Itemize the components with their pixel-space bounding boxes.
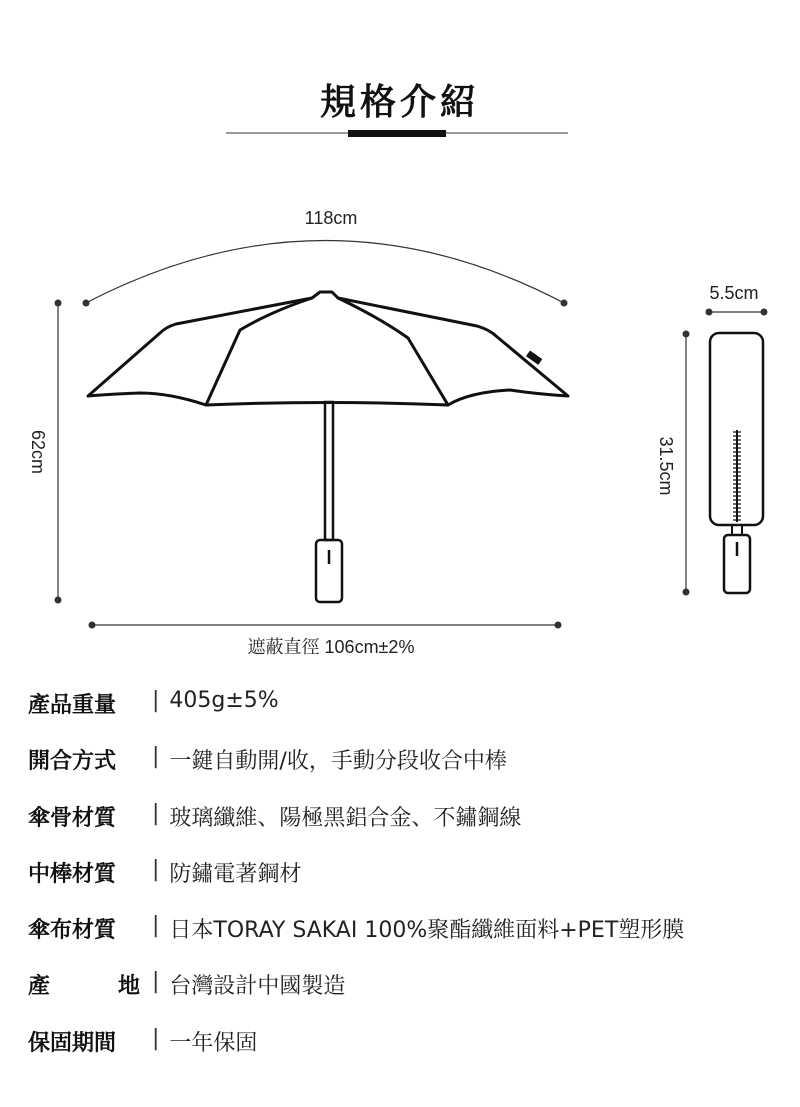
spec-row-ribs xyxy=(28,801,798,857)
spec-row-origin xyxy=(28,969,798,1025)
height-bottom-dot xyxy=(55,597,62,604)
spec-separator: | xyxy=(152,688,160,713)
folded-shaft-collar xyxy=(732,525,742,535)
spec-value: 一鍵自動開/收，手動分段收合中棒 xyxy=(169,749,507,775)
page-title: 規格介紹 xyxy=(319,82,480,123)
umbrella-handle xyxy=(316,540,342,602)
spec-separator: | xyxy=(152,800,160,826)
umbrella-canopy xyxy=(88,292,568,405)
spec-label-char: 產 xyxy=(28,974,51,1000)
spec-separator: | xyxy=(152,1025,160,1051)
spec-row-opening xyxy=(28,744,798,800)
spec-value: 台灣設計中國製造 xyxy=(169,974,346,1000)
spec-value: 防鏽電著鋼材 xyxy=(169,861,302,887)
spec-list xyxy=(28,688,798,1082)
canopy-label: 遮蔽直徑 106cm±2% xyxy=(247,637,415,657)
spec-separator: | xyxy=(152,744,160,770)
span-label: 118cm xyxy=(304,208,358,228)
spec-value: 玻璃纖維、陽極黑鋁合金、不鏽鋼線 xyxy=(169,805,522,831)
folded-length-top-dot xyxy=(683,331,690,338)
spec-value: 日本TORAY SAKAI 100%聚酯纖維面料+PET塑形膜 xyxy=(169,918,685,944)
spec-label: 產品重量 xyxy=(28,693,117,718)
folded-length-label: 31.5cm xyxy=(656,436,676,496)
spec-label: 保固期間 xyxy=(28,1030,117,1056)
canopy-left-dot xyxy=(89,622,96,629)
umbrella-shaft xyxy=(325,402,333,540)
folded-width-label: 5.5cm xyxy=(709,283,759,303)
folded-umbrella-zipper xyxy=(733,430,741,522)
height-top-dot xyxy=(55,300,62,307)
spec-row-weight xyxy=(28,688,798,744)
spec-row-fabric xyxy=(28,913,798,969)
height-label: 62cm xyxy=(28,429,48,475)
spec-value: 一年保固 xyxy=(169,1030,258,1056)
folded-width-right-dot xyxy=(761,309,768,316)
spec-separator: | xyxy=(152,969,160,995)
span-arc xyxy=(86,241,564,304)
span-arc-left-dot xyxy=(83,300,90,307)
folded-width-left-dot xyxy=(706,309,713,316)
spec-row-warranty xyxy=(28,1026,798,1082)
spec-separator: | xyxy=(152,856,160,882)
spec-separator: | xyxy=(152,913,160,939)
spec-label: 傘布材質 xyxy=(28,918,117,944)
canopy-right-dot xyxy=(555,622,562,629)
spec-label: 開合方式 xyxy=(28,749,117,775)
spec-label xyxy=(28,969,140,1000)
spec-value: 405g±5% xyxy=(169,688,279,713)
span-arc-right-dot xyxy=(561,300,568,307)
folded-length-bottom-dot xyxy=(683,589,690,596)
spec-label: 中棒材質 xyxy=(28,861,117,887)
spec-label: 傘骨材質 xyxy=(28,805,117,831)
spec-row-shaft xyxy=(28,857,798,913)
spec-label-char: 地 xyxy=(117,974,140,1000)
